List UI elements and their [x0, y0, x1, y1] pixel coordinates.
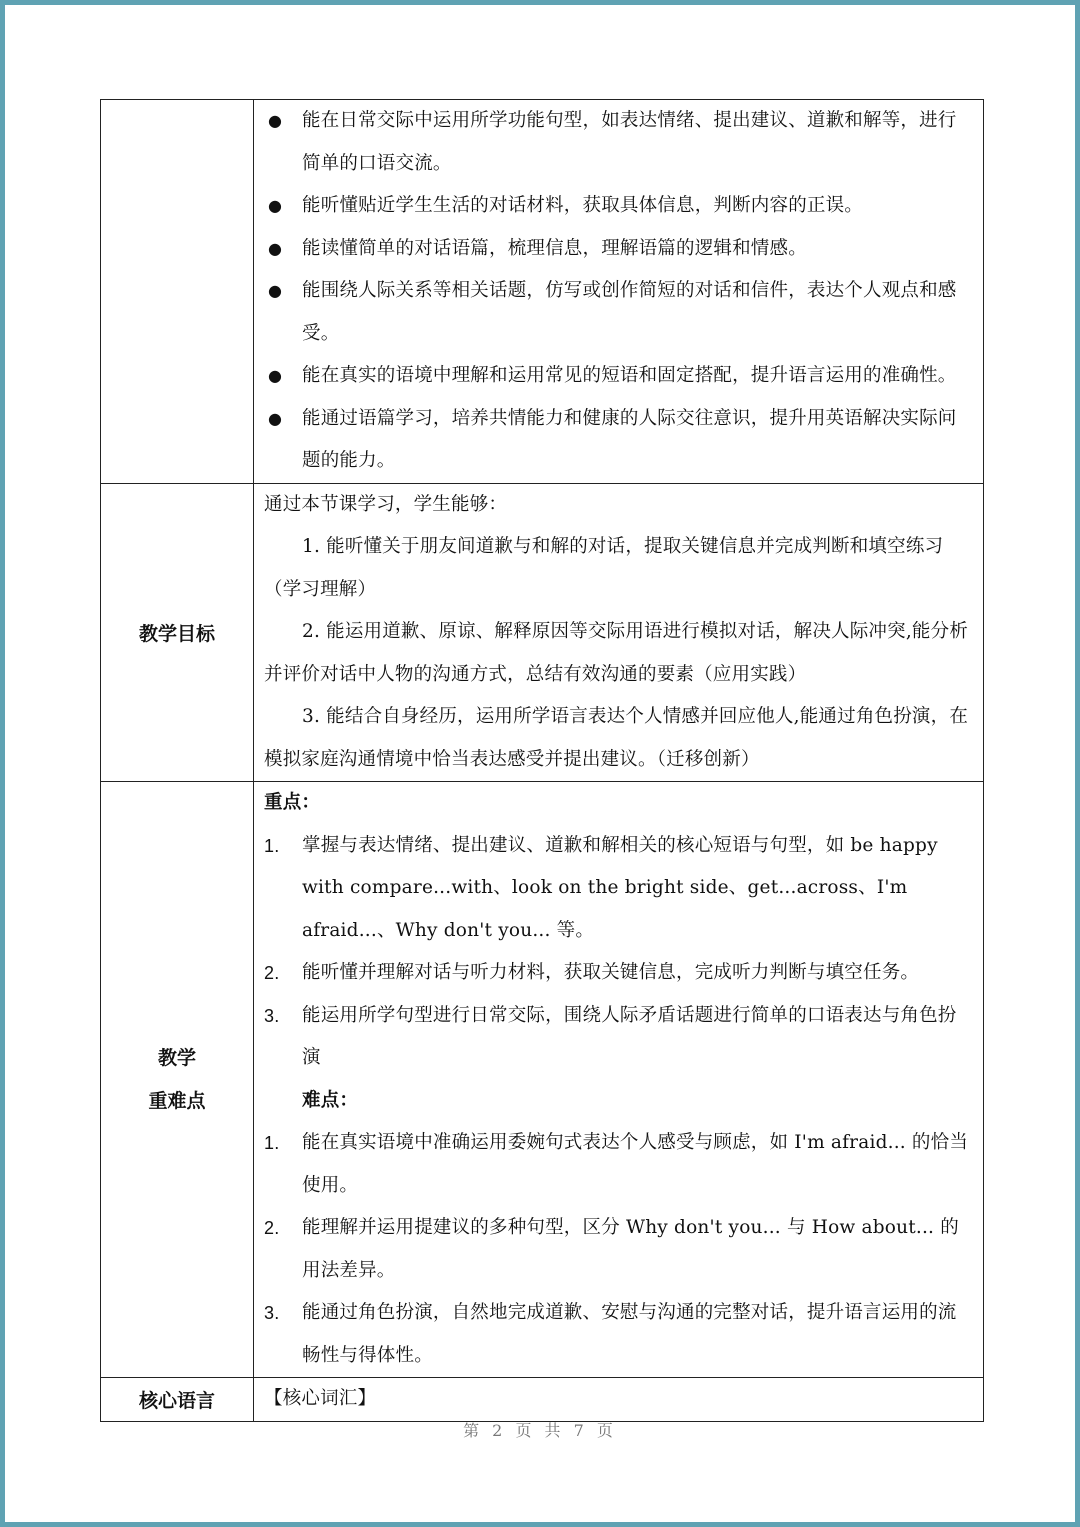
bullet-icon: ● [268, 111, 283, 130]
bullet-icon: ● [268, 196, 283, 215]
list-item: 3. 能运用所学句型进行日常交际，围绕人际矛盾话题进行简单的口语表达与角色扮演 [264, 1004, 957, 1068]
list-item: 1. 能在真实语境中准确运用委婉句式表达个人感受与顾虑，如 I'm afraid... 的恰当使用。 [264, 1132, 969, 1196]
objectives-label-cell [101, 100, 254, 484]
page-number-footer: 第 2 页 共 7 页 [463, 1421, 617, 1440]
list-item: ● 能读懂简单的对话语篇，梳理信息，理解语篇的逻辑和情感。 [264, 228, 975, 271]
list-item: ● 能通过语篇学习，培养共情能力和健康的人际交往意识，提升用英语解决实际问题的能力。 [264, 398, 975, 483]
objectives-list [264, 100, 975, 483]
list-item: 1. 掌握与表达情绪、提出建议、道歉和解相关的核心短语与句型，如 be happy with compare...with、look on the bright side、get...across、I'm afraid...、Why don't you... 等。 [264, 834, 938, 941]
teaching-goals-label: 教学目标 [101, 483, 254, 782]
bullet-icon: ● [268, 366, 283, 385]
core-vocabulary-heading: 【核心词汇】 [264, 1388, 377, 1409]
list-item: ● 能在日常交际中运用所学功能句型，如表达情绪、提出建议、道歉和解等，进行简单的口语交流。 [264, 100, 975, 185]
teaching-goals-row [101, 483, 984, 782]
difficult-points-title: 难点： [302, 1089, 359, 1111]
key-points-label [101, 782, 254, 1378]
objectives-row [101, 100, 984, 484]
key-points-label-line1: 教学 [157, 1046, 196, 1069]
list-item: 2. 能理解并运用提建议的多种句型，区分 Why don't you... 与 How about... 的用法差异。 [264, 1217, 959, 1281]
list-item: ● 能听懂贴近学生生活的对话材料，获取具体信息，判断内容的正误。 [264, 185, 975, 228]
objectives-content-cell [254, 100, 984, 484]
key-points-label-line2: 重难点 [148, 1089, 206, 1112]
teaching-goals-content [254, 483, 984, 782]
goal-item: 2. 能运用道歉、原谅、解释原因等交际用语进行模拟对话，解决人际冲突,能分析并评价对话中人物的沟通方式，总结有效沟通的要素（应用实践） [264, 621, 969, 685]
goal-item: 1. 能听懂关于朋友间道歉与和解的对话，提取关键信息并完成判断和填空练习（学习理解） [264, 536, 944, 600]
list-item: 2. 能听懂并理解对话与听力材料，获取关键信息，完成听力判断与填空任务。 [264, 962, 920, 983]
core-language-label: 核心语言 [101, 1378, 254, 1422]
core-language-row [101, 1378, 984, 1422]
goal-item: 3. 能结合自身经历，运用所学语言表达个人情感并回应他人,能通过角色扮演，在模拟家庭沟通情境中恰当表达感受并提出建议。（迁移创新） [264, 706, 969, 770]
key-points-list [264, 825, 975, 1080]
bullet-icon: ● [268, 238, 283, 258]
goals-intro: 通过本节课学习，学生能够： [264, 493, 508, 515]
bullet-icon: ● [268, 281, 283, 300]
key-points-row [101, 782, 984, 1378]
key-points-title: 重点： [264, 792, 321, 813]
core-language-content [254, 1378, 984, 1422]
list-item: ● 能在真实的语境中理解和运用常见的短语和固定搭配，提升语言运用的准确性。 [264, 355, 975, 398]
bullet-icon: ● [268, 408, 283, 428]
list-item: ● 能围绕人际关系等相关话题，仿写或创作简短的对话和信件，表达个人观点和感受。 [264, 270, 975, 355]
lesson-plan-table [100, 99, 984, 1422]
key-points-content [254, 782, 984, 1378]
difficult-points-list [264, 1122, 975, 1377]
list-item: 3. 能通过角色扮演，自然地完成道歉、安慰与沟通的完整对话，提升语言运用的流畅性与得体性。 [264, 1302, 957, 1366]
